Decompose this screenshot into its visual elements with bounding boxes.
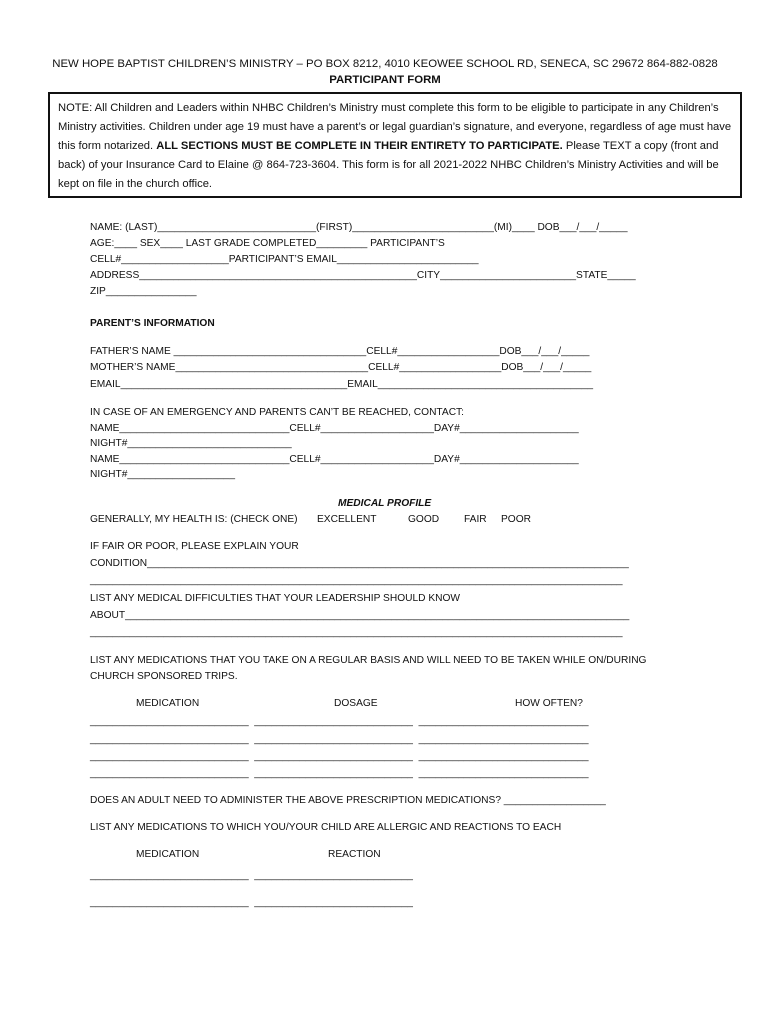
emergency-name-line-1[interactable]: NAME______________________________CELL#____________________DAY#_____________________: [90, 423, 579, 434]
difficulties-label: LIST ANY MEDICAL DIFFICULTIES THAT YOUR LEADERSHIP SHOULD KNOW: [90, 593, 461, 604]
medications-question-1: LIST ANY MEDICATIONS THAT YOU TAKE ON A REGULAR BASIS AND WILL NEED TO BE TAKEN WHILE ON/DURING: [90, 655, 647, 666]
col-header-how-often: HOW OFTEN?: [515, 698, 583, 709]
col-header-dosage: DOSAGE: [334, 698, 378, 709]
allergy-col-header-medication: MEDICATION: [136, 849, 200, 860]
allergy-row[interactable]: ____________________________ ____________________________: [90, 870, 413, 881]
condition-line-2[interactable]: ______________________________________________________________________________________________: [90, 575, 623, 586]
medications-question-2: CHURCH SPONSORED TRIPS.: [90, 671, 238, 682]
adult-administer-question[interactable]: DOES AN ADULT NEED TO ADMINISTER THE ABOVE PRESCRIPTION MEDICATIONS? __________________: [90, 795, 606, 806]
condition-line[interactable]: CONDITION_____________________________________________________________________________________: [90, 558, 629, 569]
explain-label: IF FAIR OR POOR, PLEASE EXPLAIN YOUR: [90, 541, 299, 552]
note-text-1: NOTE: All Children and Leaders within NHBC Children’s Ministry must complete this form to be eligible to participate in any Children’s Ministry activities. Children under age 19 must have a parent’s or legal guardian’s signature, and everyone, regardless of age must have this form notarized.: [58, 102, 732, 152]
about-line[interactable]: ABOUT_________________________________________________________________________________________: [90, 610, 630, 621]
participant-name-line[interactable]: NAME: (LAST)____________________________(FIRST)_________________________(MI)____ DOB___/___/_____: [90, 222, 628, 233]
about-line-2[interactable]: ______________________________________________________________________________________________: [90, 627, 623, 638]
note-bold-requirement: ALL SECTIONS MUST BE COMPLETE IN THEIR ENTIRETY TO PARTICIPATE.: [156, 140, 563, 152]
mother-line[interactable]: MOTHER’S NAME__________________________________CELL#__________________DOB___/___/_____: [90, 362, 592, 373]
emergency-night-line-2[interactable]: NIGHT#___________________: [90, 469, 236, 480]
organization-header: NEW HOPE BAPTIST CHILDREN’S MINISTRY – PO BOX 8212, 4010 KEOWEE SCHOOL RD, SENECA, SC 29672 864-882-0828: [52, 58, 718, 70]
participant-zip-line[interactable]: ZIP________________: [90, 286, 197, 297]
health-option-fair[interactable]: FAIR: [464, 514, 487, 525]
allergy-question: LIST ANY MEDICATIONS TO WHICH YOU/YOUR CHILD ARE ALLERGIC AND REACTIONS TO EACH: [90, 822, 562, 833]
health-option-excellent[interactable]: EXCELLENT: [317, 514, 377, 525]
col-header-medication: MEDICATION: [136, 698, 200, 709]
medical-profile-heading: MEDICAL PROFILE: [338, 498, 432, 509]
parents-email-line[interactable]: EMAIL________________________________________EMAIL______________________________________: [90, 379, 594, 390]
medication-row[interactable]: ____________________________ ____________________________ ______________________________: [90, 751, 589, 762]
medication-row[interactable]: ____________________________ ____________________________ ______________________________: [90, 768, 589, 779]
medication-row[interactable]: ____________________________ ____________________________ ______________________________: [90, 716, 589, 727]
allergy-row[interactable]: ____________________________ ____________________________: [90, 897, 413, 908]
emergency-night-line-1[interactable]: NIGHT#_____________________________: [90, 438, 292, 449]
note-text-2: Please TEXT a copy (front and back) of your Insurance Card to Elaine @ 864-723-3604. This form is for all 2021-2022 NHBC Children’s Ministry Activities and will be kept on file in the church office.: [58, 140, 719, 190]
emergency-heading: IN CASE OF AN EMERGENCY AND PARENTS CAN’T BE REACHED, CONTACT:: [90, 407, 464, 418]
health-label: GENERALLY, MY HEALTH IS: (CHECK ONE): [90, 514, 298, 525]
health-option-good[interactable]: GOOD: [408, 514, 440, 525]
note-box: [48, 92, 742, 198]
parents-heading: PARENT’S INFORMATION: [90, 318, 215, 329]
participant-cell-line[interactable]: CELL#___________________PARTICIPANT’S EMAIL_________________________: [90, 254, 479, 265]
participant-address-line[interactable]: ADDRESS_________________________________________________CITY________________________STATE_____: [90, 270, 636, 281]
medication-row[interactable]: ____________________________ ____________________________ ______________________________: [90, 734, 589, 745]
health-option-poor[interactable]: POOR: [501, 514, 532, 525]
form-title: PARTICIPANT FORM: [329, 74, 441, 86]
participant-age-line[interactable]: AGE:____ SEX____ LAST GRADE COMPLETED_________ PARTICIPANT’S: [90, 238, 445, 249]
father-line[interactable]: FATHER’S NAME __________________________________CELL#__________________DOB___/___/_____: [90, 346, 590, 357]
emergency-name-line-2[interactable]: NAME______________________________CELL#____________________DAY#_____________________: [90, 454, 579, 465]
allergy-col-header-reaction: REACTION: [328, 849, 381, 860]
